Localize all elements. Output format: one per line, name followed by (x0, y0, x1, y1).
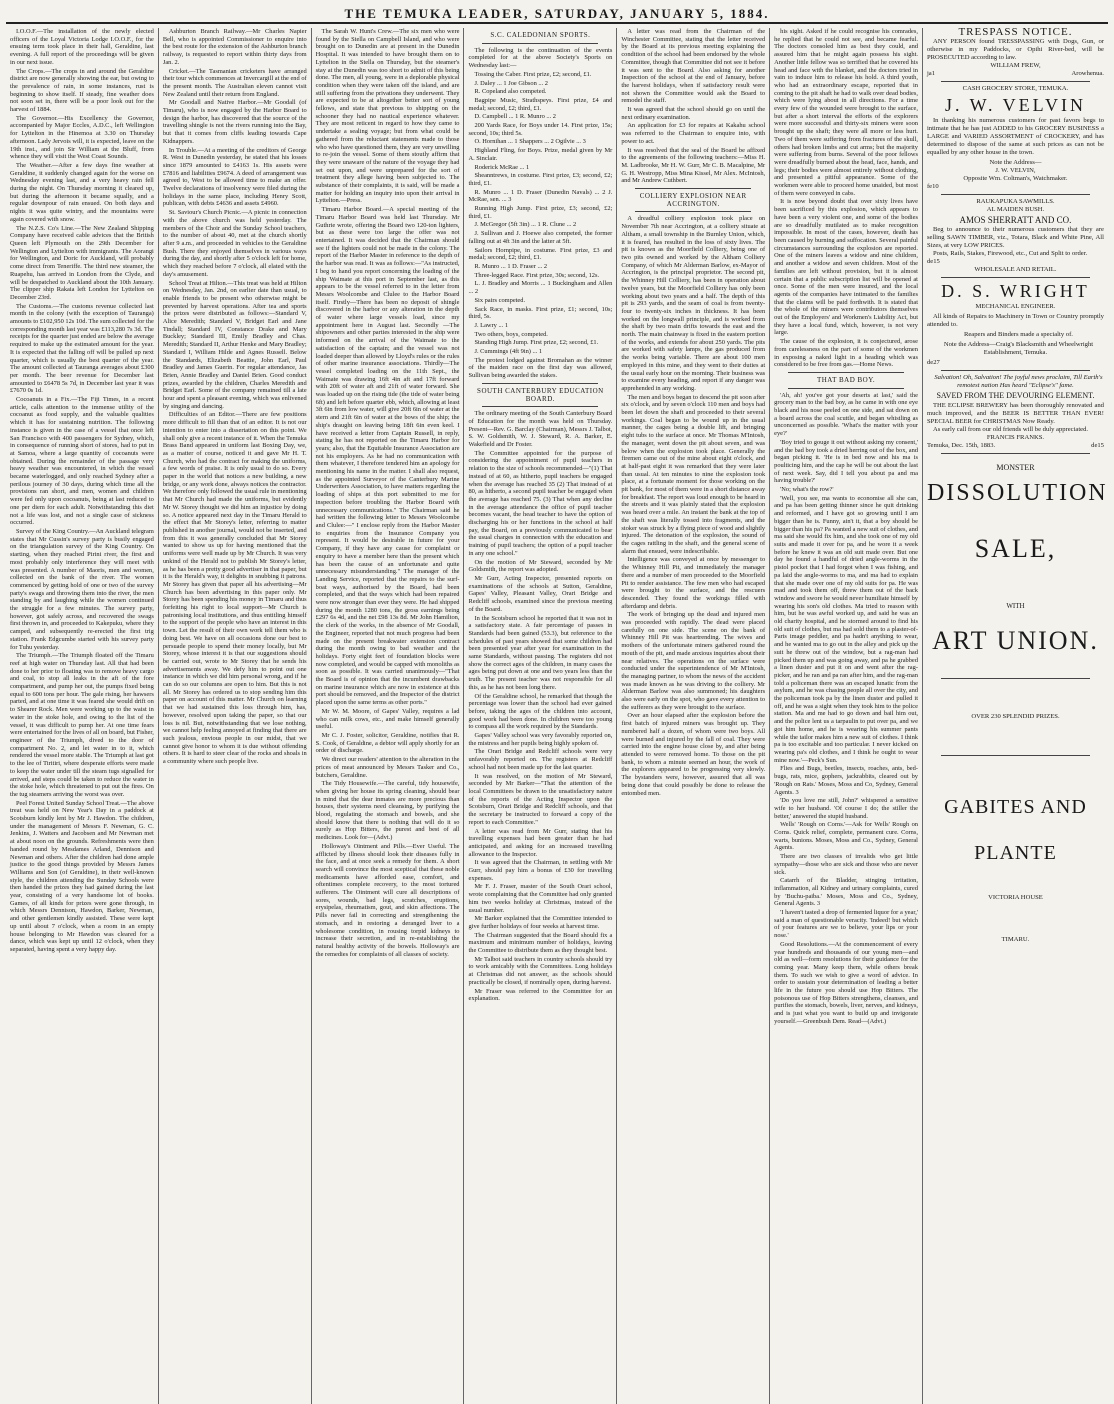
paragraph: The Weather.—After a few days fine weather at Geraldine, it suddenly changed again for the worse on Wednesday evening last, and a very heavy rain fell during the night. On Thursday morning it cleared up, but during the afternoon it became squally, and a regular downpour of rain ensued. On both days and nights it was quite wintry, and the mountains were again covered with snow. (10, 161, 154, 223)
paragraph: The protest lodged against Bromahan as the winner of the maiden race on the first day was allowed, Sullivan being awarded the stakes. (468, 356, 613, 380)
velvin-ad (927, 85, 1104, 191)
wright-ad (927, 281, 1104, 367)
paragraph: The N.Z.S. Co's Line.—The New Zealand Shipping Company have received cable advices that the British Queen left Plymouth on the 29th December for Wellington and Lyttelton with immigrants. The Aorangi for Wellington, and Doric for Auckland, will probably come direct from Teneriffe. The third new steamer, the Ruapehu, has arrived in London from the Clyde, and will be despatched to Auckland about the 10th January. The clipper ship Rakaia left London for Lyttelton on December 23rd. (10, 224, 154, 301)
divider (788, 372, 904, 373)
paragraph: Mr C. J. Foster, solicitor, Geraldine, notifies that R. S. Cook, of Geraldine, a debtor will apply shortly for an order of discharge. (315, 731, 460, 755)
paragraph: We direct our readers' attention to the alteration in the prices of meat announced by Messrs Tasker and Co., butchers, Geraldine. (315, 756, 460, 779)
paragraph: Mr Gurr, Acting Inspector, presented reports on examinations of the schools at Sutton, Geraldine, Gapes' Valley, Pleasant Valley, Orari Bridge and Redcliff schools, examined since the previous meeting of the Board. (468, 575, 613, 613)
paragraph: It was resolved, on the motion of Mr Steward, seconded by Mr Barker—"That the attention of the local Committees be drawn to the unsatisfactory nature of the reports of the Acting Inspector upon the Scotsburn, Orari Bridge and Redcliff schools, and that the secretary be instructed to forward a copy of the report to each Committee." (468, 772, 613, 826)
paragraph: There are two classes of invalids who get little sympathy—those who are sick and those who are never sick. (774, 853, 918, 876)
velvin-ref: fe10 (926, 183, 939, 190)
paragraph: It was resolved that the seal of the Board be affixed to the agreements of the following teachers:—Miss H. M. Ladbrooke, Mr H. W. Gurr, Mr C. B. Macalpine, Mr G. H. Westropp, Miss Mina Kissel, Mr Alex. McIntosh, and Mr Andrew Cuthbert. (621, 146, 766, 185)
paragraph: R. Munro ... 1 D. Fraser ... 2 (474, 262, 548, 270)
paragraph: Bagpipe Music, Strathspeys. First prize, £4 and medal; second, £2; third, £1. (468, 96, 613, 112)
paragraph: Survey of the King Country.—An Auckland telegram states that Mr Cussin's survey party is busily engaged on the triangulation survey of the King Country. On starting, when they reached Pirini river, the first and most probably only interference they will meet with was presented. A number of Maoris, men and women, collected on the bank of the river. The women commenced by getting hold of one or two of the survey party's swags and throwing them into the river, the men standing by and laughing while the women continued the struggle for a few minutes. The survey party, however, got safely across, and recovered the swags first thrown in, and proceeded to Kakepuku, where they camped, and subsequently re-erected the first trig station. Frank Edgcumbe started with his survey party for Tuhu yesterday. (10, 528, 154, 651)
trespass-ref: ja1 (926, 70, 936, 77)
trespass-place: Arowhenua. (1071, 70, 1104, 77)
divider (482, 43, 598, 44)
paragraph: Flies and Bugs, beetles, insects, roaches, ants, bed-bugs, rats, mice, gophers, jackrabbits, cleared out by 'Rough on Rats.' Moses, Moss and Co, Sydney, General Agents. 3 (774, 765, 918, 796)
dissolution-ad (926, 463, 1108, 944)
divider (788, 388, 904, 389)
column-5 (617, 28, 770, 1404)
paragraph: Timaru Harbor Board.—A special meeting of the Timaru Harbor Board was held last Thursday. Mr Guthrie wrote, offering the Board two 120-ton lighters, but as these were too large the offer was not entertained. It was decided that the Chairman should see if the lighters could not be made in the colony. The report of the Harbor Master in reference to the depth of the harbor was read. It was as follows:—"As instructed, I beg to hand you report concerning the loading of the ship Waimate at this port in September last, as this appears to be the vessel referred to in the letter from Messrs Woolcombe and Clulee to the Harbor Board itself. Firstly—There has been no deposit of shingle discovered in the harbor or any alteration in the depth of water where large vessels load, since my appointment here in August last. Secondly —The shipowners and other parties interested in the ship were informed on the arrival of the Waimate to the satisfaction of the captain; and the vessel was not loaded deeper than allowed by Lloyd's rules or the rules of other marine insurance associations. Thirdly—The vessel completed loading on the 11th Sept., the Waimate was drawing 16ft 4in aft and 17ft forward with 20ft of water aft and 21ft of water forward. She was loaded up on the rising tide (the tide of water being 6ft) and left before quarter ebb, which, allowing at least 3ft 6in from low water, will give 20ft 6in of water at the stern and 21ft 6in of water at the bows of the ship; the ship's draught on leaving being 18ft 6in even keel. I have received a letter from Captain Russell, in reply, stating he has not reported on the Timaru Harbor for years; also, that the Equitable Insurance Association are not his employers. As he had no communication with them whatever, I therefore tendered him an apology for mentioning his name in the matter. I shall also request, as the appointed Surveyor of the Canterbury Marine Underwriters Association, to have matters regarding the loading of ships at this port submitted to me for inspection before troubling the Harbor Board with unnecessary communications." The Chairman said he had written the following letter to Messrs Woolcombe and Clulee:—" I enclose reply from the Harbor Master to enquiries from the Insurance Company you represent. It would be desirable in future for your Company, if they have any cause for complaint or enquiry to have a member here than the present which has been the cause of an unfortunate and quite unnecessary misunderstanding." The manager of the Landing Service, reported that the repairs to the surf-boat ways, authorised by the Board, had been completed, and that the ways which had been repaired were now stronger than ever they were. He had shipped during the month 1280 tons, the gross earnings being £297 6s 4d, and the net £98 13s 8d. Mr John Hamilton, the clerk of the works, in the absence of Mr Goodall, the Engineer, reported that not much progress had been made on the present breakwater extension contract during the month owing to bad weather and the holidays. Forty eight feet of foundation blocks were now completed, and would be capped with monoliths as soon as possible. It was carried unanimously—"That the Board is of opinion that the incumbent drawbacks on marine insurance which are now in existence at this port should be removed, and the Inspector of the district placed upon the same terms as other ports." (315, 206, 460, 707)
paragraph: 'Do you love me still, John?' whispered a sensitive wife to her husband. 'Of course I do; the stiller the better,' answered the stupid husband. (774, 797, 918, 820)
caledonian-sports-heading: S.C. CALEDONIAN SPORTS. (490, 31, 591, 39)
wright-title: D. S. WRIGHT (941, 281, 1090, 301)
education-board-heading: SOUTH CANTERBURY EDUCATION BOARD. (477, 386, 604, 403)
paragraph: The Crops.—The crops in and around the Geraldine district are now generally showing the ear, but owing to the prevalence of rain, in some instances, rust is beginning to show itself. If steady, fine weather does not soon set in, there will be a poor look out for the harvest of 1884. (10, 67, 154, 114)
paragraph: J. Sullivan and J. Hoewe also competed, the former falling out at 4ft 3in and the latter at 5ft. (468, 230, 613, 245)
velvin-addr: Opposite Wm. Coltman's, Watchmaker. (963, 175, 1068, 182)
column-ads (923, 28, 1108, 1404)
paragraph: The Orari Bridge and Redcliff schools were very unfavorably reported on. The registers at Redcliff school had not been made up for the last quarter. (468, 748, 613, 771)
wholesale: WHOLESALE AND RETAIL. (974, 266, 1057, 273)
paragraph: Intelligence was conveyed at once by messenger to the Whinney Hill Pit, and immediately the manager there and a number of men proceeded to the Moorfield Pit to render assistance. The few men who had escaped were brought to the surface, and the rescuers descended. They found the workings filled with afterdamp and debris. (621, 556, 766, 610)
trespass-ad (927, 28, 1104, 78)
franks-date: Temuka, Dec. 15th, 1883. (926, 442, 996, 449)
paragraph: Mr Barker explained that the Committee intended to give further holidays of four weeks at harvest time. (468, 915, 613, 930)
velvin-body: In thanking his numerous customers for past favors begs to intimate that he has just ADDED to his GROCERY BUSINESS a LARGE and VARIED ASSORTMENT of CROCKERY, and has determined to dispose of the same at such prices as can not be equalled by any other house in the town. (926, 117, 1104, 156)
prizes-label: OVER 230 SPLENDID PRIZES. (971, 713, 1060, 720)
divider (635, 188, 751, 189)
paragraph: Sailors Hornpipe, in costume. First prize, £3 and medal; second, £2; third, £1. (468, 246, 613, 262)
divider (635, 211, 751, 212)
paragraph: Mr W. M. Moore, of Gapes' Valley, requires a lad who can milk cows, etc., and make himself generally useful. (315, 707, 460, 731)
column-6 (770, 28, 923, 1404)
paragraph: Sheanntrews, in costume. First prize, £3; second, £2; third, £1. (468, 172, 613, 187)
paragraph: Over an hour elapsed after the explosion before the first batch of injured miners was brought up. They numbered half a dozen, of whom were two boys. All were burned and injured by the fall of coal. They were carried into the engine house close by, and after being attended to were removed home. To those on the pit bank, to whom a minute seemed an hour, the work of the explorers appeared to be progressing very slowly. The bystanders were, however, assured that all was being done that could possibly be done to release the entombed men. (621, 712, 766, 797)
dissolution-label: DISSOLUTION (926, 480, 1108, 506)
divider (941, 678, 1090, 679)
sherratt-body: Beg to announce to their numerous customers that they are selling SAWN TIMBER, viz., Totara, Black and White Pine, All Sizes, at very LOW PRICES. (926, 226, 1104, 249)
franks-name: FRANCIS FRANKS. (986, 434, 1045, 441)
paragraph: Difficulties of an Editor.—There are few positions more difficult to fill than that of an editor. It is not our intention to enter into a dissertation on this point. We shall only give a recent instance of it. When the Temuka Brass Band appeared in uniform last Boxing Day, we, as a matter of course, noticed it and gave Mr H. T. Church, who had the contract for making the uniforms, a few words of praise. It is only usual to do so. Every paper in the world that notices a new building, a new bridge, or any work done, always notices the contractor. We therefore only followed the usual rule in mentioning that Mr Church had made the uniforms, but evidently Mr W. Storey thought we did him an injustice by doing so. A notice appeared next day in the Timaru Herald to the effect that Mr Storey's letter, referring to matter published in another journal, would not be inserted, and from this it was generally concluded that Mr Storey wanted to show us up for having mentioned that the uniforms were well made up by Mr Church. It was very unkind of the Herald not to publish Mr Storey's letter, as he has been a pretty good advertiser in that paper, but it is the Herald's way, it delights in snubbing it patrons. Mr Storey has given that paper all his advertising—Mr Church has been advertising in this paper only. Mr Storey has been spending his money in Timaru and thus forfeiting his right to local support—Mr Church is patronising local institutions, and thus entitling himself to the support of the people who have an interest in this town. Let the result of their own work tell them who is doing best. We have on all occasions done our best to persuade people to spend their money locally, but Mr Storey, whose interest it is that our suggestions should be carried out, wrote to Mr Storey that he sends his advertisements away. We defy him to point out one instance in which we did him personal wrong, and if he can do so our columns are open to him. But this is not all. Mr Storey has ordered us to stop sending him this paper on account of this matter. Mr Church on learning that we had sustained this loss through him, has, however, resolved upon taking the paper, so that our loss is nil. But, notwithstanding that we lose nothing, we cannot help feeling annoyed at finding that there are such jealous, envious people in our midst, that we cannot give honor to whom it is due without offending others. It is hard to steer clear of the rocks and shoals in a community where such people live. (162, 411, 307, 766)
paragraph: 200 Yards Race, for Boys under 14. First prize, 15s; second, 10s; third 5s. (468, 122, 613, 137)
paragraph: Mr F. J. Fraser, master of the South Orari school, wrote complaining that the Committee had only granted him two weeks holiday at Christmas, instead of the usual number. (468, 883, 613, 914)
wright-body: All kinds of Repairs to Machinery in Town or Country promptly attended to. (926, 313, 1104, 328)
paragraph: A letter was read from Mr Gurr, stating that his travelling expenses had been greater than he had anticipated, and asking for an increased travelling allowance to the Inspector. (468, 827, 613, 858)
divider (941, 81, 1090, 82)
paragraph: R. Munro ... 1 D. Fraser (Dunedin Navals) ... 2 J. McRae, sen. ... 3 (468, 188, 613, 204)
column-2 (159, 28, 312, 1404)
wright-body2: Reapers and Binders made a specialty of. (963, 331, 1073, 338)
paragraph: 'Well, you see, ma wants to economise all she can, and pa has been getting thinner since he quit drinking and reformed, and I have got so growing until I am bigger than he is. Funny, ain't it, that a boy should be bigger than his pa? Pa wanted a new suit of clothes, and ma said she would fix him, and she took one of my old suits and made it over for pa, and he wore it a week before he knew it was an old suit made over. But one day he found a handful of dried angle-worms in the pistol pocket that I had forgot when I was fishing, and pa laid the angle-worms to ma, and ma had to explain that she made over one of my old suits for pa. He was mad and took them off, threw them out of the back window and swore he would never humiliate himself by wearing his son's old clothes. Ma tried to reason with him, but he was awful worked up, and said he was an old charity hospital, and he stormed around to find his old suit of clothes, but ma had sold them to a plaster-of-Paris image peddler, and pa hadn't anything to wear, and he wanted ma to go out in the alley and pick up the suit he threw out of the window, but a rag-man had picked them up and was going away, and pa he grabbed a linen duster and put it on and went after the rag-picker, and he ran and pa ran after him, and the rag-man told a policeman there was an escaped lunatic from the asylum, and he was chasing people all over the city, and the policeman took pa by the linen duster and pulled it off, and he was a sight when they took him to the police station. Ma and me had to go down and bail him out, and the police lent us a tarpaulin to put over pa, and we got him home, and he is wearing his summer pants while the tailor makes him a new suit of clothes. I think pa is too excitable and too particular. I never kicked on wearing pa's old clothes, and I think he ought to wear mine now.'—Peck's Sun. (774, 494, 918, 764)
divider (941, 755, 1090, 756)
victoria-label: VICTORIA HOUSE (988, 894, 1043, 901)
wright-ref: de27 (926, 359, 940, 366)
paragraph: The Sarah W. Hunt's Crew.—The six men who were found by the Stella on Campbell Island, and who were brought on to Dunedin are at present in the Dunedin Hospital. It was intended to have brought them on to Lyttelton in the Stella on Thursday, but the steamer's stay at the Dunedin was too short to admit of this being done. The men, all young, were in a deplorable physical condition when they were taken off the island, and are still suffering from the privations they underwent. They are expected to be at altogether better sort of young fellows, and state that previous to shipping on the schooner they had no nautical experience whatever. They are most reticent in regard to how they came to undertake a sealing voyage; but from what could be gathered from the reluctant statements made to those who who have questioned them, they are very unwilling to re-join the vessel. Some of them stoutly affirm that they were unaware of the nature of the voyage they had set out upon, and were unprepared for the sort of treatment they allege having been subjected to. The substance of their complaints, it is said, will be made a matter for holding an inquiry into upon their arrival in Lyttelton.—Press. (315, 28, 460, 205)
paragraph: Mr Goodall and Native Harbor.—Mr Goodall (of Timaru), who is now engaged by the Harbor Board to design the harbor, has discovered that the source of the travelling shingle is not the rivers running into the Bay, but that it comes from cliffs leading towards Cape Kidnappers. (162, 99, 307, 145)
paragraph: Catarrh of the Bladder, stinging irritation, inflammation, all Kidney and urinary complaints, cured by 'Buchu-paiba.' Moses, Moss and Co., Sydney, General Agents. 3 (774, 877, 918, 908)
paragraph: Two others, boys, competed. (474, 330, 548, 338)
column-3 (312, 28, 465, 1404)
maiden-bush: AL MAIDEN BUSH. (986, 206, 1045, 213)
paragraph: In the Scotsburn school he reported that it was not in a satisfactory state. A fair percentage of passes in Standards had been gained (53.3), but reference to the schedules of past years showed that some children had been presented year after year for examination in the same Standards, without passing. The registers did not show the correct ages of the children, in many cases the ages being put down at one and two years less than the truth. The present teacher was not responsible for all this, as he has not been long there. (468, 614, 613, 691)
paragraph: In Trouble.—At a meeting of the creditors of George R. West in Dunedin yesterday, he stated that his losses since 1879 amounted to £4163 1s. His assets were £7816 and liabilities £9674. A deed of arrangement was agreed to, West to be allowed time to make an offer. Twelve declarations of insolvency were filed during the holidays in the same place, including Henry Scott, publican, with debts £4636 and assets £4960. (162, 146, 307, 208)
paragraph: Highland Fling, for Boys. Prize, medal given by Mr A. Sinclair. (468, 147, 613, 162)
divider (941, 453, 1090, 454)
paragraph: J. Daley ... 1 Joe Gibson ... 2 (474, 79, 548, 87)
paragraph: Tossing the Caber. First prize, £2; second, £1. (474, 70, 592, 78)
paragraph: I.O.O.F.—The installation of the newly elected officers of the Loyal Victoria Lodge I.O.O.F., for the ensuing term took place in their hall, Geraldine, last evening. A full report of the proceedings will be given in our next issue. (10, 28, 154, 66)
paragraph: A dreadful colliery explosion took place on November 7th near Accrington, at a colliery situate at Altham, a small township in the Burnley Union, which, it is feared, has resulted in the loss of sixty lives. The pit is known as the Moorfield Colliery, being one of two pits owned and worked by the Altham Colliery Company, of which Mr Alderman Barlow, ex-Mayor of Accrington, is the principal proprietor. The second pit, the Whinney Hill Colliery, has been in operation about twelve years, but the Moorfield Colliery has only been working about two years and a half. The depth of this pit is 293 yards, and the seam of coal is from twenty-four to twenty-six inches in thickness. It has been worked on the longwall principle, and is worked from the shaft by two main drifts towards the east and the north. The main chainway is fixed in the eastern portion of the works, and extends for about 250 yards. The pits are worked with safety lamps, the gas produced from the works being variable. There are about 100 men employed in this mine, and they went to their duties at the usual early hour on the morning. Their business was to examine every heading, and report if any danger was apprehended in any working. (621, 215, 766, 392)
sale-label: SALE, (974, 534, 1057, 563)
paragraph: Mr Talbot said teachers in country schools should try to work amicably with the Committees. Long holidays at Christmas did not answer, as the schools should practically be closed, if nominally open, during harvest. (468, 955, 613, 986)
paragraph: Holloway's Ointment and Pills.—Ever Useful. The afflicted by illness should look their diseases fully in the face, and at once seek a remedy for them. A short search will convince the most sceptical that these noble medicaments have afforded ease, comfort, and oftentimes complete recovery, to the most tortured sufferers. The Ointment will cure all descriptions of sores, wounds, bad legs, scratches, eruptions, erysipelas, rheumatism, gout, and skin affections. The Pills never fail in correcting and strengthening the stomach, and in restoring a deranged liver to a wholesome condition, in rousing torpid kidneys to increase their secretion, and in re-establishing the natural healthy activity of the bowels. Holloway's are the remedies for complaints of all classes of society. (315, 842, 460, 958)
paragraph: The Tidy Housewife.—The careful, tidy housewife, when giving her house its spring cleaning, should bear in mind that the dear inmates are more precious than houses, their systems need cleansing, by purifying the blood, regulating the stomach and bowels, and she should know that there is nothing that will do it so surely as Hop Bitters, the purest and best of all medicines. Look for—(Advt.) (315, 780, 460, 842)
timaru-label: TIMARU. (1001, 936, 1030, 943)
paragraph: Cricket.—The Tasmanian cricketers have arranged their tour which commences at Invercargill at the end of the present month. The Australian eleven cannot visit New Zealand until their return from England. (162, 67, 307, 98)
bad-boy-heading: THAT BAD BOY. (816, 375, 876, 384)
velvin-title: J. W. VELVIN (944, 95, 1086, 115)
paragraph: It was agreed that the school should go on until the next ordinary examination. (621, 106, 766, 121)
paragraph: Cocoanuts in a Fix.—The Fiji Times, in a recent article, calls attention to the immense utility of the cocoanut as food supply, and the valuable qualities which it has for sustaining nutrition. The following instance is given in the case of a vessel that once left San Francisco with 400 passengers for Sydney, which, in consequence of running short of stores, had to put in at Samoa, where a large quantity of cocoanuts were obtained. During the remainder of the passage very heavy weather was encountered, in which the vessel became waterlogged, and only reached Sydney after a perilous journey of 30 days, during which time all the provisions ran short, and men, women and children were fed only upon cocoanuts, being at last reduced to one per diem for each adult. Notwithstanding this diet not a life was lost, and not a single case of sickness occurred. (10, 396, 154, 527)
paragraph: On the motion of Mr Steward, seconded by Mr Goldsmith, the report was adopted. (468, 558, 613, 574)
paragraph: Standing High Jump. First prize, £2; second, £1. (474, 339, 599, 347)
monster-label: MONSTER (996, 463, 1035, 472)
paragraph: St. Saviour's Church Picnic.—A picnic in connection with the above church was held yesterday. The members of the Choir and the Sunday School teachers, to the number of about 40, met at the church shortly after 9 a.m., and proceeded in vehicles to the Geraldine Bush. There they enjoyed themselves in various ways during the day, and shortly after 5 o'clock left for home, which they reached before 7 o'clock, all elated with the day's amusement. (162, 209, 307, 278)
paragraph: his sight. Asked if he could recognise his comrades, he replied that he could not see, and became fearful. The doctors consoled him as best they could, and assured him that he might again possess his sight. Another little fellow was so terrified that he covered his head and face with the blanket, and the doctors tried in vain to induce him to release his hold. A third youth, who had an extraordinary escape, reported that in coming to the pit shaft he had to walk over dead bodies, which were lying about in all directions. For a time every few of the wounded were brought to the surface, but after a short interval the efforts of the explorers were more successful and thirty-six miners were soon brought up the shaft; they were all more or less hurt. Two of them were suffering from fractures of the skull, others had broken limbs and cut arms; but the majority were suffering from burns. Several of the poor fellows were dreadfully burned about the head, face, hands, and legs; their bodies were almost entirely without clothing, and presented a pitiful appearance. Some of the workmen were able to proceed home unaided, but most of them were conveyed in cabs. (774, 28, 918, 197)
paragraph: Gapes' Valley school was very favorably reported on, the mistress and her pupils being highly spoken of. (468, 732, 613, 747)
wright-addr: Note the Address—Craig's Blacksmith and Wheelwright Establishment, Temuka. (943, 341, 1094, 356)
salvation-verse: Salvation! Oh, Salvation! The joyful news proclaim, Till Earth's remotest nation Has heard "Eclipse's" fame. (934, 374, 1103, 389)
paragraph: Ashburton Branch Railway.—Mr Charles Napier Bell, who is appointed Commissioner to enquire into the best route for the extension of the Ashburton branch railway, is requested to report within thirty days from Jan. 2. (162, 28, 307, 66)
paragraph: L. J. Bradley and Morris ... 1 Buckingham and Allen ... 2 (468, 280, 613, 296)
trespass-name: WILLIAM FREW, (990, 62, 1041, 69)
paragraph: Running High Jump. First prize, £3; second, £2; third, £1. (468, 205, 613, 220)
paragraph: The ordinary meeting of the South Canterbury Board of Education for the month was held on Thursday. Present—Rev. G. Barclay (Chairman), Messrs J. Talbot, S. W. Goldsmith, W. J. Steward, R. A. Barker, E. Wakefield and Dr Foster. (468, 410, 613, 449)
divider (482, 406, 598, 407)
columns (6, 28, 1108, 1404)
paragraph: Peel Forest United Sunday School Treat.—The above treat was held on New Year's Day in a paddock at Scotsburn kindly lent by Mr J. Hawdon. The children, under the management of Messrs F. Newman, G. C. Jenkins, J. Watters and Jacobsen and Mr Newman met at about noon on the grounds. Refreshments were then handed round by Mesdames Arland, Dennison and Newman and others. After the children had done ample justice to the good things provided by Messrs James Williams and Son (of Geraldine), in their well-known style, the children attending the Sunday Schools were then handed the prizes they had gained during the last year, consisting of a very handsome lot of books. Games, of all kinds for prizes were gone through, in which Messrs Dennison, Hawdon, Barker, Newman, and other gentlemen kindly assisted. These were kept up until about 7 o'clock, when a room in an empty house belonging to Mr Hawdon was cleared for a dance, which was kept up until 12 o'clock, when they separated, having spent a very happy day. (10, 799, 154, 953)
cash-grocery: CASH GROCERY STORE, TEMUKA. (962, 85, 1069, 92)
paragraph: The Triumph.—The Triumph floated off the Timaru reef at high water on Thursday last. All that had been done to her prior to floating was to remove heavy cargo and coal, to stop all leaks in the aft of the fore compartment, and pump her out, the pumps fixed being equal to 600 tons per hour. The gale rising, her hawsers parted, and at one time it was feared she would drift on to Shearer Rock. Men were working up to the waist in water in the stoke hole, and owing to the list of the vessel, it was difficult to pump her. At one time fears were entertained for the lives of all on board, but Fisher, engineer of the Triumph, dived to the door of compartment No. 2, and let water in to it, which rendered the vessel more stable. The Triumph at last got to the lee of Tiritiri, where desperate efforts were made to keep the water under till the steam tugs signalled for arrived, and steps could be taken to reduce the water in the stoke hole, which threatened to put out the fires. On the tug steamers arriving the worst was over. (10, 652, 154, 798)
paragraph: Three-legged Race. First prize, 30s; second, 12s. (474, 271, 600, 279)
paragraph: Good Resolutions.—At the commencement of every year hundreds and thousands of our young men—and old as well—form resolutions for their guidance for the coming year. Many keep them, while others break them. To such we wish to give a word of advice. In order to sustain your determination of leading a better life in the future you should use Hop Bitters. The poisonous use of Hop Bitters strengthens, cleanses, and purifies the stomach, bowels, liver, nerves, and kidneys, and is just what you want to build up and invigorate yourself.—Greenbush Dem. Read—(Advt.) (774, 940, 918, 1025)
column-1 (6, 28, 159, 1404)
paragraph: School Treat at Hilton.—This treat was held at Hilton on Wednesday, Jan. 2nd, on earlier date than usual, to enable friends to be present who otherwise might be prevented by harvest operations. After tea and sports the prizes were distributed as follows:—Standard V, Alice Meredith; Standard V, Bridget Earl and Jane Tindall; Standard IV, Constance Drake and Mary Buckley; Standard III, Emily Bradley and Chas. Meredith; Standard II, Arthur Henke and Mary Bradley; Standard I, William Hilde and Agnes Russell. Below the Standards, Elizabeth Beattie, John Earl, Paul Bradley and James Guerin. For regular attendance, Jas Brien, Annie Bradley and Daniel Brien. Good conduct prizes, awarded by the children, Charles Meredith and Bridget Earl. Some of the company remained till a late hour and spent a pleasant evening, which was enlivened by singing and dancing. (162, 279, 307, 410)
paragraph: 'No; what's the row?' (780, 486, 834, 494)
paragraph: The cause of the explosion, it is conjectured, arose from carelessness on the part of some of the workmen in exposing a naked light in a heading which was considered to be free from gas.—Home News. (774, 338, 918, 369)
art-union-label: ART UNION. (932, 626, 1099, 655)
plante-label: PLANTE (974, 842, 1057, 864)
paragraph: Mr Fraser was referred to the Committee for an explanation. (468, 987, 613, 1003)
paragraph: Roderick McRae ... 1 (474, 163, 530, 171)
paragraph: Sack Race, in masks. First prize, £1; second, 10s; third, 5s. (468, 305, 613, 321)
paragraph: The work of bringing up the dead and injured men was proceeded with rapidly. The dead were placed carefully on one side. The scene on the bank of Whinney Hill Pit was heartrending. The wives and mothers of the unfortunate miners gathered round the mouth of the pit, and made anxious inquiries about their near relatives. The operations on the surface were conducted under the superintendence of Mr M'Intosh, the managing partner, to whom the news of the accident was made known as he was driving to the colliery. Mr Alderman Barlow was also summoned; his daughters also were early on the spot, who gave every attention to the sufferers as they were brought to the surface. (621, 611, 766, 711)
sherratt-body2: Posts, Rails, Stakes, Firewood, etc., Cut and Split to order. (932, 250, 1088, 257)
sherratt-ad (927, 198, 1104, 274)
paragraph: A letter was read from the Chairman of the Winchester Committee, stating that the letter received by the Board at its previous meeting explaining the condition of the school had been endorsed by the whole Committee, though that Committee did not see it before it was sent to the Board. Also asking for another Inspection of the school at the end of January, before the harvest holidays, when if satisfactory result were not shown the Committee would ask the Board to remodel the staff. (621, 28, 766, 105)
paragraph: The men and boys began to descend the pit soon after six o'clock, and by seven o'clock 110 men and boys had been let down the shaft and proceeded to their several workings. Coal began to be wound up in the usual manner, the cages being a double lift, and bringing eight tubs to the surface at once. Mr Thomas M'Intosh, the manager, went down the pit about seven, and was below when the explosion took place. Generally the firemen came out of the mine about eight o'clock, and at half-past eight it was remarked that they were later than usual. At ten minutes to nine the explosion took place, at a fortunate moment for those working on the pit bank, for most of them were in a short distance away for breakfast. The report was loud enough to be heard in the streets and it was plainly stated that the explosion was heard over a mile. An instant the bank at the top of the shaft was literally tossed into fragments, and the stoker was struck by a flying piece of wood and slightly injured. The detonation of the explosion, the sound of the cages rattling in the shaft, and the general scene of alarm that ensued, were indescribable. (621, 393, 766, 555)
eclipse-ad (927, 374, 1104, 450)
sherratt-ref: de15 (926, 258, 940, 265)
paragraph: J. Lawry ... 1 (474, 321, 509, 329)
velvin-note: Note the Address— (989, 159, 1042, 166)
column-4 (464, 28, 617, 1404)
divider (482, 383, 598, 384)
paragraph: Of the Geraldine school, he remarked that though the percentage was lower than the school had ever gained before, taking the ages of the children into account, good work had been done. In children were too young to compass all the work required by the Standards. (468, 692, 613, 731)
sawmills-title: RAUKAPUKA SAWMILLS. (976, 198, 1055, 205)
eclipse-body: THE ECLIPSE BREWERY has been thoroughly renovated and much improved, and the BEER IS BETTER THAN EVER! SPECIAL BEER for CHRISTMAS Now Ready. (926, 402, 1104, 425)
trespass-title: TRESPASS NOTICE. (958, 26, 1073, 38)
wright-sub: MECHANICAL ENGINEER. (975, 303, 1056, 310)
paragraph: 'I haven't tasted a drop of fermented liquor for a year,' said a man of questionable veracity. 'Indeed! but which of your features are we to believe, your lips or your nose.' (774, 909, 918, 940)
paragraph: It was agreed that the Chairman, in settling with Mr Gurr, should pay him a bonus of £30 for travelling expenses. (468, 859, 613, 882)
paragraph: It is now beyond doubt that over sixty lives have been sacrificed by this explosion, which appears to have been a very violent one, and some of the bodies are so dreadfully mutilated as to make recognition impossible. In most of the cases, however, death has been caused by burning and suffocation. Several painful circumstances surrounding the explosion are reported. One of the miners leaves a widow and nine children, and another a widow and seven children. Most of the families are left without provision, but it is almost certain that a public subscription list will be opened at once. Some of the men were insured, and the local agents of the companies have intimated to the families that the claims will be paid forthwith. It is stated that the whole of the miners were contributors themselves out of the Employers' and Workmen's Liability Act, but they have a local fund, which, however, is not very large. (774, 198, 918, 337)
paragraph: J. Cummings (4ft 9in) ... 1 (474, 348, 543, 356)
trespass-body: ANY PERSON found TRESSPASSING with Dogs, Gun, or otherwise in my Paddocks, or Opihi River-bed, will be PROSECUTED according to law. (926, 38, 1104, 61)
colliery-heading: COLLIERY EXPLOSION NEAR ACCRINGTON. (639, 192, 747, 208)
masthead: THE TEMUKA LEADER, SATURDAY, JANUARY 5, 1884. (6, 6, 1108, 24)
paragraph: R. Copeland also competed. (474, 88, 547, 96)
paragraph: An application for £3 for repairs at Kakahu school was referred to the Chairman to enquire into, with power to act. (621, 122, 766, 145)
sherratt-title: AMOS SHERRATT AND CO. (959, 215, 1072, 225)
paragraph: Wells' 'Rough on Corns.'—Ask for Wells' Rough on Corns. Quick relief, complete, permanent cure. Corns, warts, bunions. Moses, Moss and Co., Sydney, General Agents. (774, 821, 918, 852)
velvin-name: J. W. VELVIN, (995, 167, 1036, 174)
paragraph: The Customs.—The customs revenue collected last month in the colony (with the exception of Tauranga) amounts to £102,950 12s 10d. The sum collected for the corresponding month last year was £113,280 7s 3d. The receipts for the quarter just ended are below the average required to make up the estimated amount for the year. It is expected that the falling off will be pulled up next quarter, which is usually the best quarter of the year. The amount collected at Tauranga averages about £300 per month. The beer revenue for December last amounted to £6478 5s 7d, in December last year it was £7670 0s 1d. (10, 302, 154, 395)
paragraph: The Chairman suggested that the Board should fix a maximum and minimum number of holidays, leaving the Committee to distribute them as they thought best. (468, 931, 613, 955)
paragraph: 'Ah, ah! you've got your deserts at last,' said the grocery man to the bad boy, as he came in with one eye black and his nose peeled on one side, and sat down on a board across the coal scuttle, and began whistling as unconcerned as possible. 'What's the matter with your eye?' (774, 391, 918, 438)
divider (941, 277, 1090, 278)
paragraph: The Governor.—His Excellency the Governor, accompanied by Major Eccles, A.D.C., left Wellington for Lyttelton in the Hinemoa at 3.30 on Thursday afternoon. Lady Jervois will, it is expected, leave on the 19th inst., and join Sir William at the Bluff, from whence they will visit the West Coast Sounds. (10, 114, 154, 161)
eclipse-body2: As early call from our old friends will be duly appreciated. (932, 426, 1089, 433)
divider (941, 370, 1090, 371)
paragraph: O. Hornihan ... 1 Shappers ... 2 Ogilvie ... 3 (474, 138, 586, 146)
paragraph: The Committee appointed for the purpose of considering the appointment of pupil teachers in relation to the size of schools recommended—"(1) That instead of at 60, as hitherto, pupil teachers be engaged when the average has reached 35 (2) That instead of at 80, as hitherto, a second pupil teacher be engaged when the average has reached 75. (3) That when any decline in the average attendance the office of pupil teacher becomes vacant, the head teacher to have the option of discharging his or her functions in the school at half pay, the Board, on a previously communicated to bear the usual charges in connection with the education and training of pupil teachers; the option of a pupil teacher in any one school." (468, 449, 613, 557)
gabites-label: GABITES AND (944, 796, 1087, 818)
saved-title: SAVED FROM THE DEVOURING ELEMENT. (936, 391, 1095, 400)
paragraph: Six pairs competed. (474, 296, 526, 304)
franks-ref: de15 (1091, 442, 1104, 449)
divider (941, 194, 1090, 195)
paragraph: D. Campbell ... 1 R. Munro ... 2 (474, 113, 556, 121)
paragraph: 'Boy tried to gouge it out without asking my consent,' and the bad boy took a dried herring out of the box, and began picking it. 'He is in bed now and his ma is poulticing him, and the cap he will be out about the last of next week. Say, did I tell you about pa and ma having trouble?' (774, 438, 918, 485)
paragraph: The following is the continuation of the events completed for at the above Society's Sports on Wednesday last:— (468, 46, 613, 70)
paragraph: J. McGregor (5ft 3in) ... 1 R. Clune ... 2 (474, 221, 577, 229)
with-label: WITH (1006, 602, 1025, 610)
